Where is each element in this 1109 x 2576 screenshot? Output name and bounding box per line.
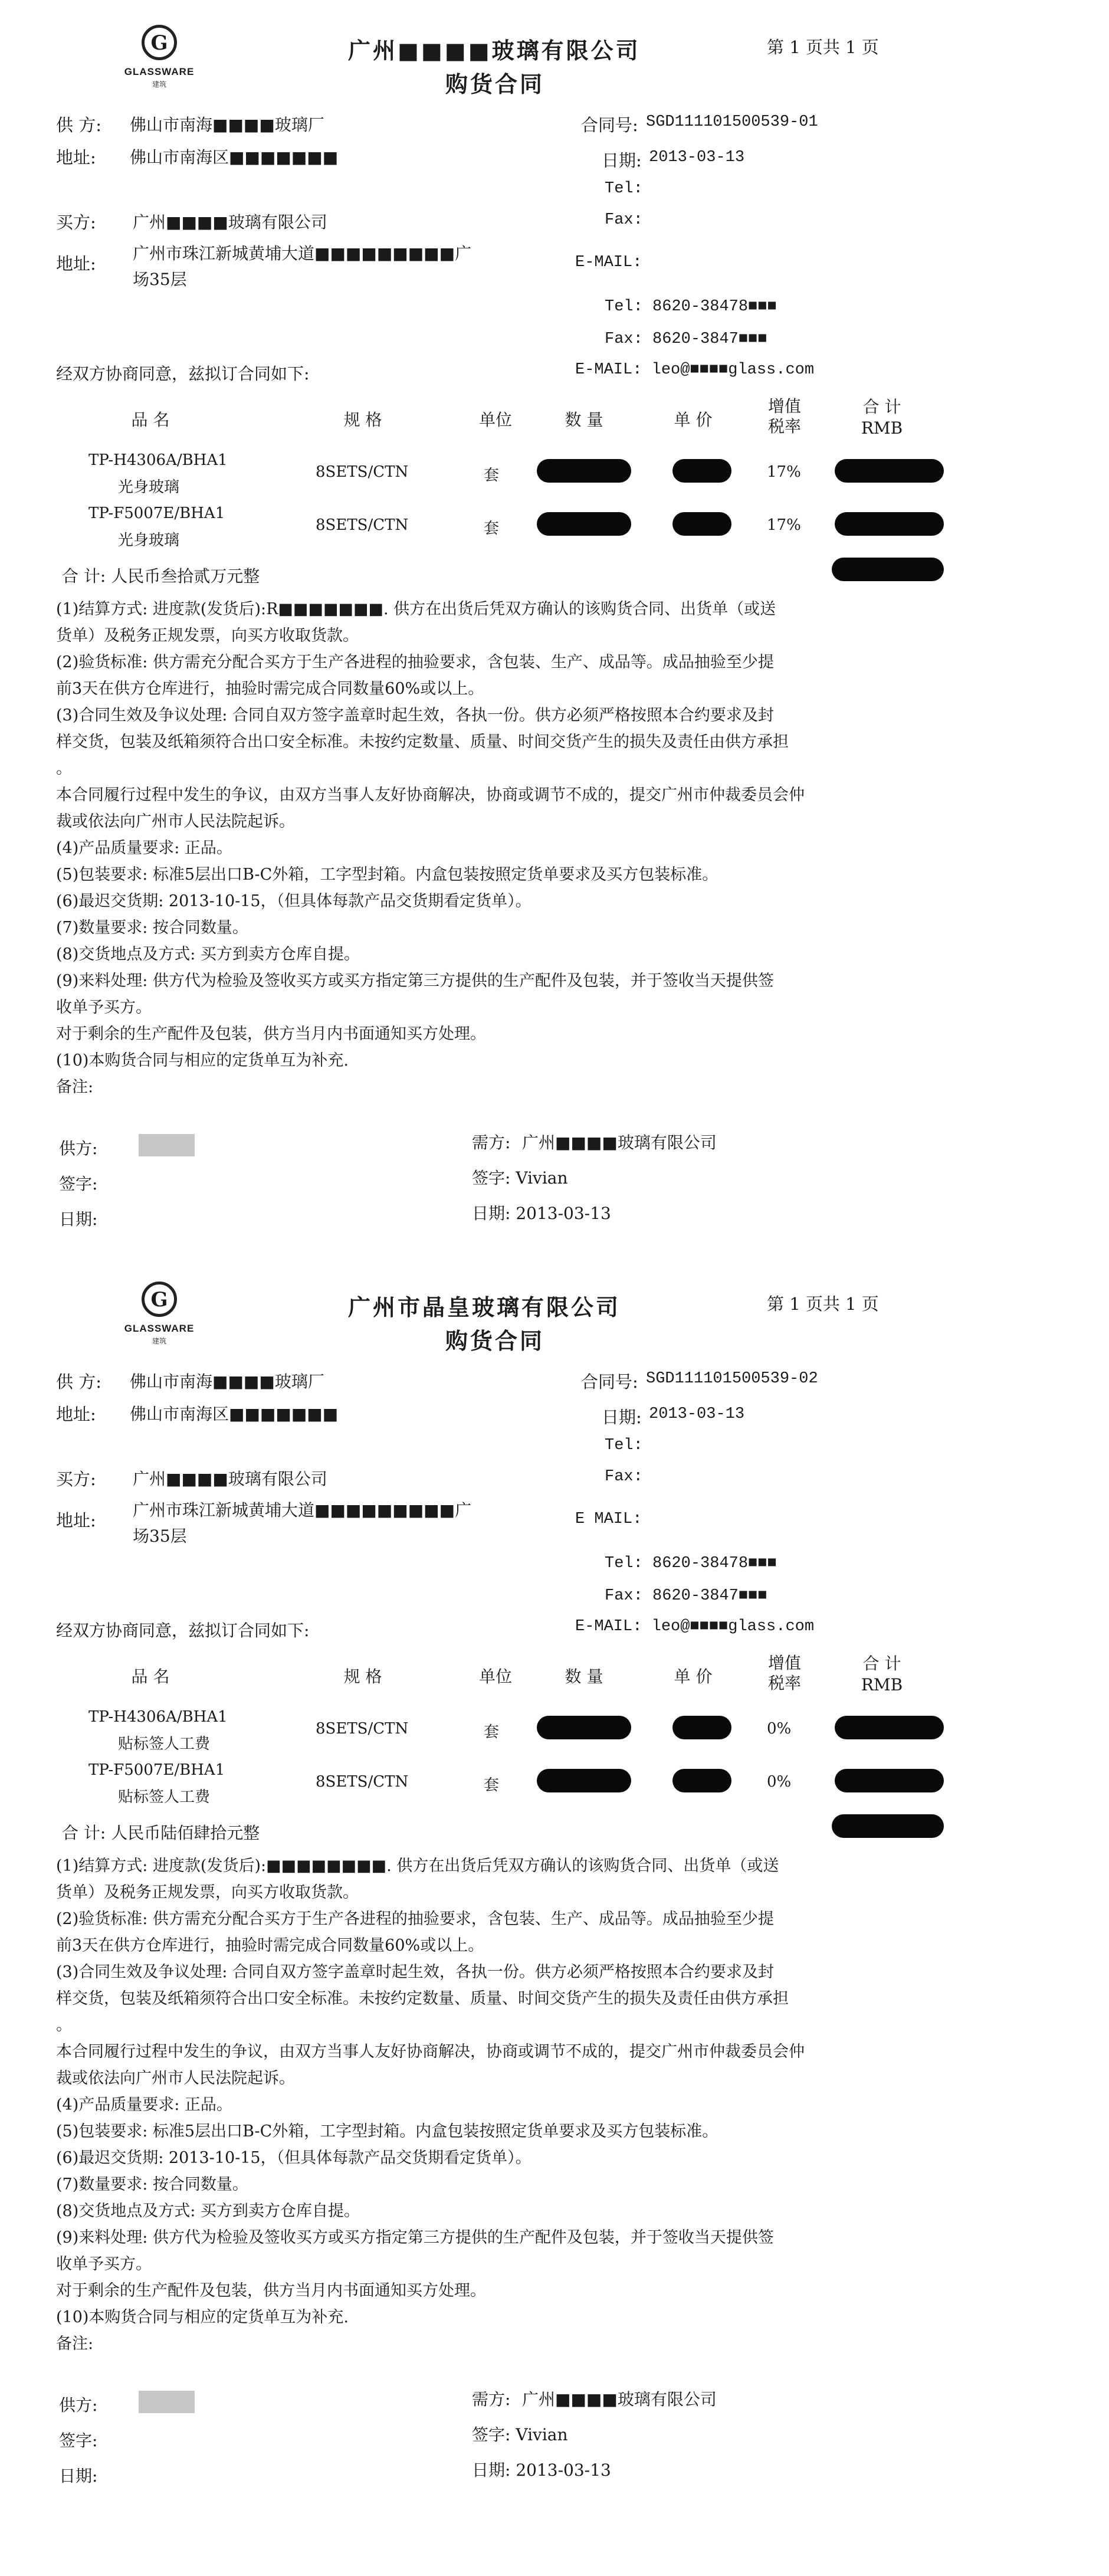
buyer-address-line2: 场35层 (133, 1526, 187, 1546)
col-header-qty: 数 量 (565, 410, 603, 430)
logo-brand-sub: 建筑 (152, 80, 166, 89)
supplier-address-label: 地址: (56, 1404, 96, 1424)
clause-line: (3)合同生效及争议处理: 合同自双方签字盖章时起生效，各执一份。供方必须严格按照本合约要求及封 (56, 706, 774, 725)
supplier-address: 佛山市南海区■■■■■■■ (130, 148, 339, 167)
clause-line: 本合同履行过程中发生的争议，由双方当事人友好协商解决，协商或调节不成的，提交广州市仲裁委员会仲 (56, 2043, 805, 2061)
clause-line: (6)最迟交货期: 2013-10-15，（但具体每款产品交货期看定货单）。 (56, 892, 531, 910)
clause-line: (7)数量要求: 按合同数量。 (56, 2175, 248, 2194)
total-redaction (835, 459, 944, 483)
col-header-qty: 数 量 (565, 1667, 603, 1686)
total-line: 合 计: 人民币叁拾贰万元整 (62, 566, 260, 586)
supplier-address: 佛山市南海区■■■■■■■ (130, 1404, 339, 1424)
clause-line: 裁或依法向广州市人民法院起诉。 (56, 812, 295, 831)
sig-buyer-date: 日期: 2013-03-13 (472, 1204, 611, 1223)
vat-rate: 0% (767, 1720, 792, 1738)
total-line: 合 计: 人民币陆佰肆拾元整 (62, 1823, 260, 1843)
clause-line: (1)结算方式: 进度款(发货后):■■■■■■■■. 供方在出货后凭双方确认的该购货合同、出货单（或送 (56, 1857, 779, 1875)
product-name: 光身玻璃 (118, 479, 180, 496)
logo-brand: GLASSWARE (124, 66, 195, 77)
clause-line: (2)验货标准: 供方需充分配合买方于生产各进程的抽验要求，含包装、生产、成品等。成品抽验至少提 (56, 1910, 774, 1928)
col-header-spec: 规 格 (343, 410, 382, 430)
buyer-label: 买方: (56, 212, 96, 232)
product-unit: 套 (484, 520, 500, 538)
sig-buyer-name: 广州■■■■玻璃有限公司 (522, 2390, 717, 2409)
buyer-address-label: 地址: (56, 254, 96, 274)
qty-redaction (537, 1769, 631, 1792)
clause-line: (4)产品质量要求: 正品。 (56, 2096, 232, 2114)
clause-line: 货单）及税务正规发票，向买方收取货款。 (56, 627, 359, 645)
supplier-label: 供 方: (56, 115, 101, 135)
buyer-label: 买方: (56, 1469, 96, 1489)
vat-rate: 0% (767, 1773, 792, 1791)
total-redaction (835, 1769, 944, 1792)
total-redaction (835, 512, 944, 536)
buyer-address-line1: 广州市珠江新城黄埔大道■■■■■■■■■广 (133, 244, 472, 263)
product-unit: 套 (484, 1723, 500, 1741)
supplier-fax-label: Fax: (605, 211, 643, 229)
intro-text: 经双方协商同意，兹拟订合同如下: (56, 1621, 310, 1640)
col-header-price: 单 价 (674, 410, 713, 430)
date-label: 日期: (602, 150, 642, 171)
col-header-name: 品 名 (131, 1667, 170, 1686)
sig-supplier-label: 供方: (59, 2395, 98, 2415)
contract-date: 2013-03-13 (649, 149, 745, 166)
logo-brand-sub: 建筑 (152, 1337, 166, 1345)
col-header-vat: 增值 税率 (767, 396, 801, 436)
supplier-label: 供 方: (56, 1372, 101, 1392)
document-title: 购货合同 (445, 71, 545, 97)
qty-redaction (537, 1716, 631, 1739)
contract-no: SGD111101500539-01 (646, 113, 818, 131)
col-header-unit: 单位 (478, 410, 512, 430)
clause-line: (10)本购货合同与相应的定货单互为补充. (56, 1051, 349, 1070)
sig-date-label: 日期: (59, 1210, 98, 1229)
product-code: TP-F5007E/BHA1 (88, 1761, 225, 1779)
clause-line: (9)来料处理: 供方代为检验及签收买方或买方指定第三方提供的生产配件及包装，并于签收当天提供签 (56, 2228, 774, 2247)
clause-line: 前3天在供方仓库进行，抽验时需完成合同数量60%或以上。 (56, 680, 484, 698)
company-title: 广州市晶皇玻璃有限公司 (348, 1294, 621, 1320)
clause-line: (5)包装要求: 标准5层出口B-C外箱，工字型封箱。内盒包装按照定货单要求及买方包装标准。 (56, 2122, 718, 2141)
buyer-address-line1: 广州市珠江新城黄埔大道■■■■■■■■■广 (133, 1500, 472, 1520)
grand-total-redaction (832, 1814, 944, 1838)
table-row (0, 1758, 1109, 1811)
clause-line: (8)交货地点及方式: 买方到卖方仓库自提。 (56, 945, 360, 963)
clause-line: 本合同履行过程中发生的争议，由双方当事人友好协商解决，协商或调节不成的，提交广州市仲裁委员会仲 (56, 786, 805, 804)
clause-line: (5)包装要求: 标准5层出口B-C外箱，工字型封箱。内盒包装按照定货单要求及买方包装标准。 (56, 866, 718, 884)
buyer-address-line2: 场35层 (133, 270, 187, 289)
buyer-tel: Tel: 8620-38478■■■ (605, 298, 777, 316)
clause-line: (9)来料处理: 供方代为检验及签收买方或买方指定第三方提供的生产配件及包装，并于签收当天提供签 (56, 972, 774, 990)
contract-no-label: 合同号: (581, 115, 638, 135)
clause-line: 备注: (56, 1078, 94, 1096)
clause-line: (1)结算方式: 进度款(发货后):R■■■■■■■. 供方在出货后凭双方确认的该购货合同、出货单（或送 (56, 600, 776, 618)
buyer-tel: Tel: 8620-38478■■■ (605, 1555, 777, 1572)
vat-rate: 17% (767, 463, 801, 481)
sig-buyer-label: 需方: (472, 1133, 511, 1152)
buyer-email: E-MAIL: leo@■■■■glass.com (575, 1618, 815, 1636)
supplier-signature-redaction (139, 2391, 195, 2413)
table-row (0, 1705, 1109, 1758)
product-unit: 套 (484, 467, 500, 484)
col-header-vat: 增值 税率 (767, 1653, 801, 1693)
clause-line: 裁或依法向广州市人民法院起诉。 (56, 2069, 295, 2087)
clause-line: 。 (56, 2016, 72, 2034)
clause-line: (6)最迟交货期: 2013-10-15，（但具体每款产品交货期看定货单）。 (56, 2149, 531, 2167)
product-code: TP-F5007E/BHA1 (88, 504, 225, 522)
clause-line: (7)数量要求: 按合同数量。 (56, 919, 248, 937)
clause-line: 对于剩余的生产配件及包装，供方当月内书面通知买方处理。 (56, 1025, 486, 1043)
total-redaction (835, 1716, 944, 1739)
clause-line: (2)验货标准: 供方需充分配合买方于生产各进程的抽验要求，含包装、生产、成品等。成品抽验至少提 (56, 653, 774, 671)
sig-buyer-signature: 签字: Vivian (472, 2425, 568, 2444)
buyer-email: E-MAIL: leo@■■■■glass.com (575, 361, 815, 379)
clause-line: (8)交货地点及方式: 买方到卖方仓库自提。 (56, 2202, 360, 2220)
product-spec: 8SETS/CTN (316, 1773, 409, 1791)
clause-line: 样交货，包装及纸箱须符合出口安全标准。未按约定数量、质量、时间交货产生的损失及责任由供方承担 (56, 1990, 789, 2008)
clause-line: (3)合同生效及争议处理: 合同自双方签字盖章时起生效，各执一份。供方必须严格按照本合约要求及封 (56, 1963, 774, 1981)
intro-text: 经双方协商同意，兹拟订合同如下: (56, 364, 310, 384)
product-name: 光身玻璃 (118, 532, 180, 549)
grand-total-redaction (832, 558, 944, 581)
col-header-total: 合 计 RMB (861, 397, 903, 438)
col-header-total: 合 计 RMB (861, 1654, 903, 1695)
supplier-address-label: 地址: (56, 148, 96, 168)
clause-line: 备注: (56, 2335, 94, 2353)
clause-line: 。 (56, 759, 72, 778)
logo-emblem-icon: G (142, 25, 177, 60)
date-label: 日期: (602, 1407, 642, 1427)
company-title: 广州■■■■玻璃有限公司 (348, 37, 641, 64)
qty-redaction (537, 512, 631, 536)
supplier-name: 佛山市南海■■■■玻璃厂 (130, 115, 324, 135)
sig-buyer-date: 日期: 2013-03-13 (472, 2460, 611, 2480)
clause-line: 收单予买方。 (56, 998, 152, 1017)
logo-brand: GLASSWARE (124, 1323, 195, 1334)
clause-line: (4)产品质量要求: 正品。 (56, 839, 232, 857)
sig-buyer-label: 需方: (472, 2390, 511, 2409)
price-redaction (672, 1716, 731, 1739)
product-spec: 8SETS/CTN (316, 463, 409, 481)
sig-sign-label: 签字: (59, 2431, 98, 2450)
col-header-spec: 规 格 (343, 1667, 382, 1686)
supplier-tel-label: Tel: (605, 1437, 643, 1454)
clause-line: 对于剩余的生产配件及包装，供方当月内书面通知买方处理。 (56, 2282, 486, 2300)
col-header-price: 单 价 (674, 1667, 713, 1686)
qty-redaction (537, 459, 631, 483)
sig-buyer-signature: 签字: Vivian (472, 1168, 568, 1188)
purchase-contract (0, 1257, 1109, 2496)
product-unit: 套 (484, 1777, 500, 1794)
contract-date: 2013-03-13 (649, 1405, 745, 1423)
clause-line: 样交货，包装及纸箱须符合出口安全标准。未按约定数量、质量、时间交货产生的损失及责任由供方承担 (56, 733, 789, 751)
glassware-logo (115, 1282, 204, 1346)
buyer-fax: Fax: 8620-3847■■■ (605, 1587, 767, 1605)
supplier-tel-label: Tel: (605, 180, 643, 198)
clause-line: 货单）及税务正规发票，向买方收取货款。 (56, 1883, 359, 1902)
purchase-contract (0, 0, 1109, 1239)
sig-buyer-name: 广州■■■■玻璃有限公司 (522, 1133, 717, 1152)
glassware-logo (115, 25, 204, 90)
contract-clauses (56, 1853, 805, 2357)
supplier-fax-label: Fax: (605, 1468, 643, 1486)
buyer-name: 广州■■■■玻璃有限公司 (133, 1469, 327, 1489)
clause-line: (10)本购货合同与相应的定货单互为补充. (56, 2308, 349, 2326)
buyer-address-label: 地址: (56, 1510, 96, 1530)
contract-no: SGD111101500539-02 (646, 1370, 818, 1388)
product-code: TP-H4306A/BHA1 (88, 451, 228, 469)
contract-clauses (56, 596, 805, 1100)
product-name: 贴标签人工费 (118, 1788, 211, 1806)
supplier-name: 佛山市南海■■■■玻璃厂 (130, 1372, 324, 1391)
buyer-fax: Fax: 8620-3847■■■ (605, 330, 767, 348)
buyer-name: 广州■■■■玻璃有限公司 (133, 212, 327, 232)
product-name: 贴标签人工费 (118, 1735, 211, 1753)
sig-date-label: 日期: (59, 2466, 98, 2486)
sig-sign-label: 签字: (59, 1174, 98, 1194)
price-redaction (672, 512, 731, 536)
email-label: E MAIL: (575, 1510, 642, 1528)
price-redaction (672, 459, 731, 483)
clause-line: 收单予买方。 (56, 2255, 152, 2273)
page-number: 第 1 页共 1 页 (767, 1294, 879, 1314)
vat-rate: 17% (767, 516, 801, 534)
page-number: 第 1 页共 1 页 (767, 37, 879, 57)
col-header-name: 品 名 (131, 410, 170, 430)
col-header-unit: 单位 (478, 1667, 512, 1686)
document-title: 购货合同 (445, 1328, 545, 1354)
product-code: TP-H4306A/BHA1 (88, 1708, 228, 1726)
sig-supplier-label: 供方: (59, 1139, 98, 1158)
table-row (0, 448, 1109, 502)
price-redaction (672, 1769, 731, 1792)
product-spec: 8SETS/CTN (316, 1720, 409, 1738)
supplier-signature-redaction (139, 1134, 195, 1156)
contract-no-label: 合同号: (581, 1372, 638, 1392)
email-label: E-MAIL: (575, 254, 642, 271)
table-row (0, 502, 1109, 555)
clause-line: 前3天在供方仓库进行，抽验时需完成合同数量60%或以上。 (56, 1936, 484, 1955)
logo-emblem-icon: G (142, 1282, 177, 1317)
product-spec: 8SETS/CTN (316, 516, 409, 534)
